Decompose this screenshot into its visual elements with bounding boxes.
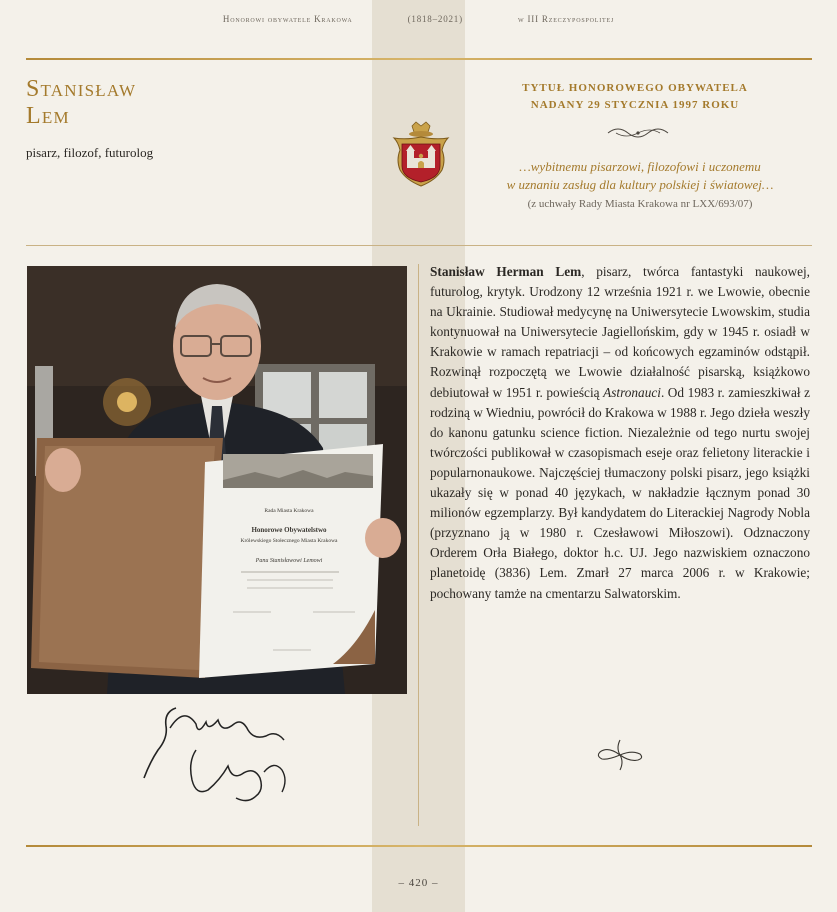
page-number: – 420 –	[398, 877, 439, 889]
column-divider	[418, 264, 419, 826]
biography-part2: . Od 1983 r. zamieszkiwał z rodziną w Wiedniu, powrócił do Krakowa w 1988 r. Jego dzieła weszły do kanonu gatunku science fiction. Niezależnie od tego nurtu swojej twórczości publikował w czasopismach eseje oraz felietony literackie i popularnonaukowe. Najczęściej tłumaczony polski pisarz, jego książki ukazały się w ponad 40 językach, w nakładzie łącznym ponad 30 milionów egzemplarzy. Był kandydatem do Literackiej Nagrody Nobla (przyznano ją w 1980 r. Czesławowi Miłoszowi). Odznaczony Orderem Orła Białego, doktor h.c. UJ. Jego nazwiskiem oznaczono planetoidę (3836) Lem. Zmarł 27 marca 2006 r. w Krakowie; pochowany tamże na cmentarzu Salwatorskim.	[430, 384, 811, 601]
running-head-center: (1818–2021)	[407, 14, 463, 24]
quote-source: (z uchwały Rady Miasta Krakowa nr LXX/693/07)	[527, 198, 753, 210]
header-divider	[26, 245, 812, 246]
diploma-header: Rada Miasta Krakowa	[264, 508, 314, 514]
running-head	[0, 14, 837, 24]
section-end-ornament-icon	[594, 738, 646, 772]
honor-title-line2: NADANY 29 STYCZNIA 1997 ROKU	[530, 99, 740, 111]
top-gold-rule	[26, 58, 812, 60]
person-name-line1: Stanisław	[26, 76, 137, 102]
bottom-gold-rule	[26, 845, 812, 847]
honor-quote	[470, 158, 810, 194]
person-roles: pisarz, filozof, futurolog	[26, 145, 154, 160]
krakow-coat-of-arms-icon	[388, 120, 454, 192]
person-name-line2: Lem	[26, 103, 70, 129]
honor-quote-line2: w uznaniu zasług dla kultury polskiej i światowej…	[506, 177, 774, 192]
honor-title	[475, 80, 795, 114]
diploma-subtitle: Królewskiego Stołecznego Miasta Krakowa	[240, 538, 338, 544]
biography-lead: Stanisław Herman Lem	[430, 264, 582, 279]
flourish-ornament-icon	[606, 124, 670, 142]
author-signature-icon	[136, 700, 296, 810]
diploma-recipient: Panu Stanisławowi Lemowi	[255, 558, 323, 564]
honor-quote-line1: …wybitnemu pisarzowi, filozofowi i uczonemu	[519, 159, 761, 174]
biography-text	[430, 262, 810, 604]
honor-title-line1: TYTUŁ HONOROWEGO OBYWATELA	[522, 82, 748, 94]
person-name	[26, 76, 136, 130]
biography-part1: , pisarz, twórca fantastyki naukowej, futurolog, krytyk. Urodzony 12 września 1921 r. we Lwowie, obecnie na Ukrainie. Studiował medycynę na Uniwersytecie Lwowskim, studia kontynuował na Uniwersytecie Jagiellońskim, gdy w 1945 r. osiadł w Krakowie w ramach repatriacji – od końcowych egzaminów odstąpił. Rozwinął rozpoczętą we Lwowie działalność pisarską, książkowo debiutował w 1951 r. powieścią	[430, 264, 810, 400]
running-head-left: Honorowi obywatele Krakowa	[222, 14, 353, 24]
biography-book-title: Astronauci	[603, 384, 661, 400]
portrait-photo	[27, 266, 407, 694]
portrait-illustration	[27, 266, 407, 694]
diploma-title: Honorowe Obywatelstwo	[251, 526, 327, 534]
running-head-right: w III Rzeczypospolitej	[517, 14, 615, 24]
